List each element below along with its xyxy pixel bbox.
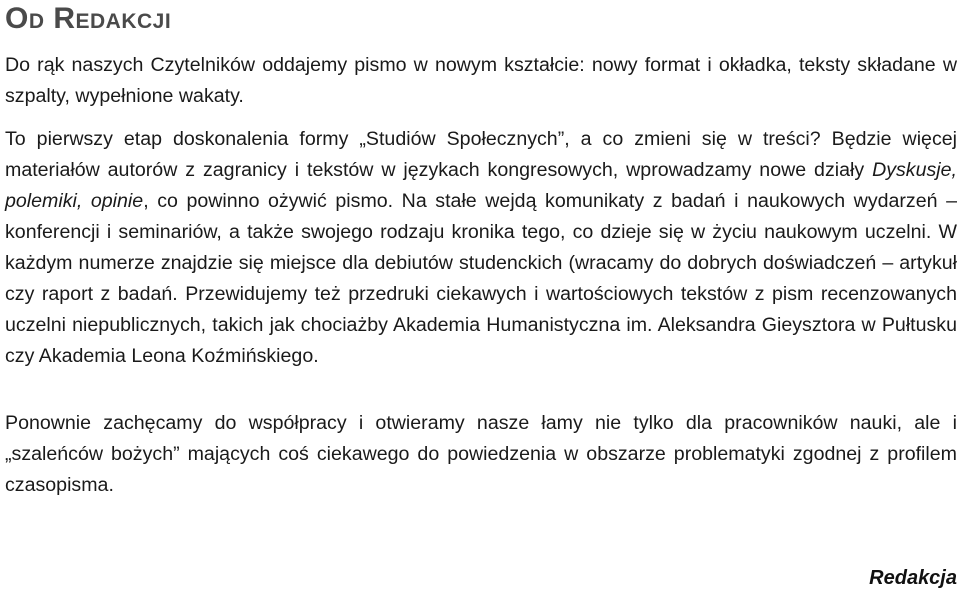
paragraph-intro: Do rąk naszych Czytelników oddajemy pismo w nowym kształcie: nowy format i okładka, teksty składane w szpalty, wypełnione wakaty. [5,54,957,107]
paragraph-changes-text-end: , co powinno ożywić pismo. Na stałe wejdą komunikaty z badań i naukowych wydarzeń – konferencji i seminariów, a także swojego rodzaju kronika tego, co dzieje się w życiu naukowym uczelni. W każdym numerze znajdzie się miejsce dla debiutów studenckich (wracamy do dobrych doświadczeń – artykuł czy raport z badań. Przewidujemy też przedruki ciekawych i wartościowych tekstów z pism recenzowanych uczelni niepublicznych, takich jak chociażby Akademia Humanistyczna im. Aleksandra Gieysztora w Pułtusku czy Akademia Leona Koźmińskiego. [5,190,957,367]
paragraph-invitation: Ponownie zachęcamy do współpracy i otwieramy nasze łamy nie tylko dla pracowników nauki, ale i „szaleńców bożych” mających coś ciekawego do powiedzenia w obszarze problematyki zgodnej z profilem czasopisma. [5,412,957,496]
signature: Redakcja [869,567,957,589]
editorial-page [5,0,957,594]
paragraph-changes-text-start: To pierwszy etap doskonalenia formy „Studiów Społecznych”, a co zmieni się w treści? Będzie więcej materiałów autorów z zagranicy i tekstów w językach kongresowych, wprowadzamy nowe działy [5,128,957,181]
page-title: Od Redakcji [5,2,172,35]
paragraph-changes [5,124,957,372]
section-names-italic: Dyskusje, polemiki, opinie [5,159,957,212]
